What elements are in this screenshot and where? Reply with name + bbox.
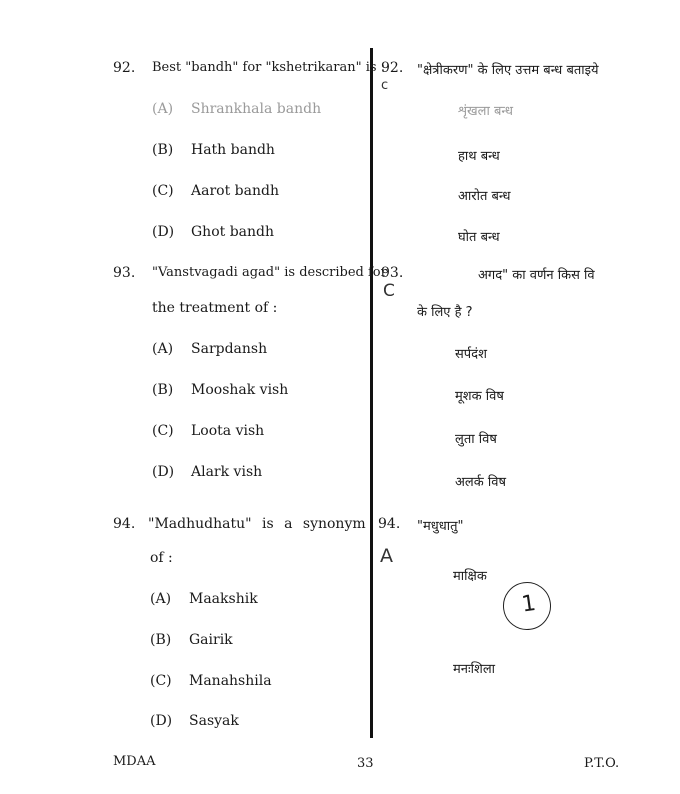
column-divider	[370, 48, 373, 738]
question-92-stem-hi: "क्षेत्रीकरण" के लिए उत्तम बन्ध बताइये	[417, 63, 599, 78]
question-93-number-hi: 93.	[381, 265, 404, 281]
circled-handwritten-number	[500, 579, 554, 633]
question-92-stem-en: Best "bandh" for "kshetrikaran" is :	[152, 60, 386, 75]
circled-number-text: 1	[520, 590, 538, 618]
q92-option-a-hi: शृंखला बन्ध	[458, 104, 514, 119]
q92-option-d-hi: घोत बन्ध	[458, 230, 500, 245]
q93-option-c-label: (C)	[152, 423, 174, 439]
q94-option-a-text: Maakshik	[189, 591, 258, 607]
q92-option-d-label: (D)	[152, 224, 175, 240]
q94-option-a-hi: माक्षिक	[453, 569, 487, 584]
question-93-stem-en-line2: the treatment of :	[152, 300, 278, 316]
q94-option-c-text: Manahshila	[189, 673, 272, 689]
question-93-number: 93.	[113, 265, 136, 281]
q93-option-c-hi: लुता विष	[455, 432, 497, 447]
question-93-stem-hi-line2: के लिए है ?	[417, 305, 473, 320]
q92-option-c-hi: आरोत बन्ध	[458, 189, 511, 204]
question-93-stem-en-line1: "Vanstvagadi agad" is described for	[152, 265, 387, 280]
q94-option-d-text: Sasyak	[189, 713, 239, 729]
q92-option-a-text: Shrankhala bandh	[191, 101, 322, 117]
footer-pto: P.T.O.	[584, 756, 620, 771]
q94-option-c-label: (C)	[150, 673, 172, 689]
question-94-stem-hi: "मधुधातु"	[417, 519, 464, 534]
q93-option-d-hi: अलर्क विष	[455, 475, 506, 490]
q94-option-a-label: (A)	[150, 591, 172, 607]
question-94-number: 94.	[113, 516, 136, 532]
q93-handwritten-mark: C	[383, 281, 395, 301]
question-92-number: 92.	[113, 60, 136, 76]
q93-option-d-label: (D)	[152, 464, 175, 480]
q94-option-d-label: (D)	[150, 713, 173, 729]
q93-option-b-label: (B)	[152, 382, 174, 398]
q92-option-b-label: (B)	[152, 142, 174, 158]
q94-option-b-label: (B)	[150, 632, 172, 648]
q93-option-a-hi: सर्पदंश	[455, 347, 487, 362]
q93-option-c-text: Loota vish	[191, 423, 265, 439]
q93-option-b-text: Mooshak vish	[191, 382, 289, 398]
q93-option-a-text: Sarpdansh	[191, 341, 268, 357]
q92-option-c-label: (C)	[152, 183, 174, 199]
q92-option-c-text: Aarot bandh	[191, 183, 279, 199]
q92-option-b-hi: हाथ बन्ध	[458, 149, 500, 164]
q93-option-b-hi: मूशक विष	[455, 389, 504, 404]
question-94-number-hi: 94.	[378, 516, 401, 532]
question-93-stem-hi-line1: अगद" का वर्णन किस वि	[478, 268, 595, 283]
q92-option-b-text: Hath bandh	[191, 142, 275, 158]
q93-option-a-label: (A)	[152, 341, 174, 357]
q94-option-b-text: Gairik	[189, 632, 233, 648]
q92-option-d-text: Ghot bandh	[191, 224, 275, 240]
q93-option-d-text: Alark vish	[191, 464, 263, 480]
question-94-stem-en-line2: of :	[150, 550, 173, 566]
q94-option-c-hi: मनःशिला	[453, 662, 496, 677]
footer-paper-code: MDAA	[113, 754, 156, 769]
question-92-number-hi: 92.	[381, 60, 404, 76]
q94-handwritten-mark: A	[380, 545, 393, 567]
footer-page-number: 33	[357, 756, 374, 771]
q92-handwritten-mark: c	[381, 78, 389, 93]
q92-option-a-label: (A)	[152, 101, 174, 117]
question-94-stem-en-line1: "Madhudhatu" is a synonym	[148, 516, 366, 532]
